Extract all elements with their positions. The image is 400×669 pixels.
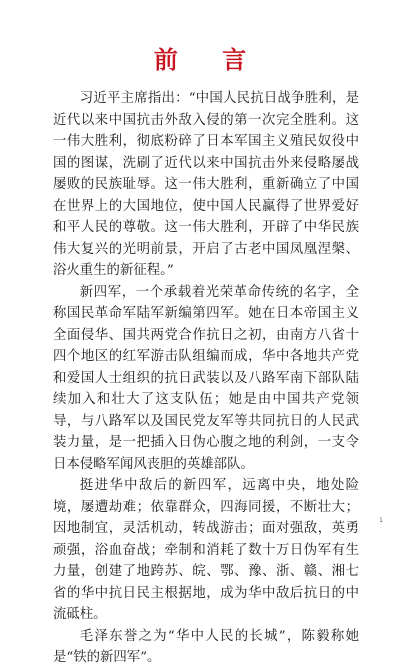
paragraph-praise: 毛泽东誉之为“华中人民的长城”，陈毅称她是“铁的新四军”。: [53, 628, 359, 665]
paragraph-quote: 习近平主席指出：“中国人民抗日战争胜利，是近代以来中国抗击外敌入侵的第一次完全胜利。这一伟大胜利，彻底粉碎了日本军国主义殖民奴役中国的图谋，洗刷了近代以来中国抗击外来侵略屡战屡败的民族耻辱。这一伟大胜利，重新确立了中国在世界上的大国地位，使中国人民赢得了世界爱好和平人民的尊敬。这一伟大胜利，开辟了中华民族伟大复兴的光明前景，开启了古老中国凤凰涅槃、浴火重生的新征程。”: [53, 91, 359, 278]
paragraph-new-fourth-army: 新四军，一个承载着光荣革命传统的名字，全称国民革命军陆军新编第四军。她在日本帝国主义全面侵华、国共两党合作抗日之初，由南方八省十四个地区的红军游击队组编而成，华中各地共产党和爱国人士组织的抗日武装以及八路军南下部队陆续加入和壮大了这支队伍；她是由中国共产党领导，与八路军以及国民党友军等共同抗日的人民武装力量，是一把插入日伪心腹之地的利剑，一支令日本侵略军闻风丧胆的英雄部队。: [53, 284, 359, 472]
page-title: 前 言: [153, 45, 265, 74]
page-number: 1: [379, 517, 383, 524]
body-text: [53, 88, 359, 669]
paragraph-advance: 挺进华中敌后的新四军，远离中央，地处险境，屡遭劫难；依靠群众，四海同援，不断壮大；因地制宜，灵活机动，转战游击；面对强敌，英勇顽强，浴血奋战；牵制和消耗了数十万日伪军有生力量，创建了地跨苏、皖、鄂、豫、浙、赣、湘七省的华中抗日民主根据地，成为华中敌后抗日的中流砥柱。: [53, 478, 359, 622]
